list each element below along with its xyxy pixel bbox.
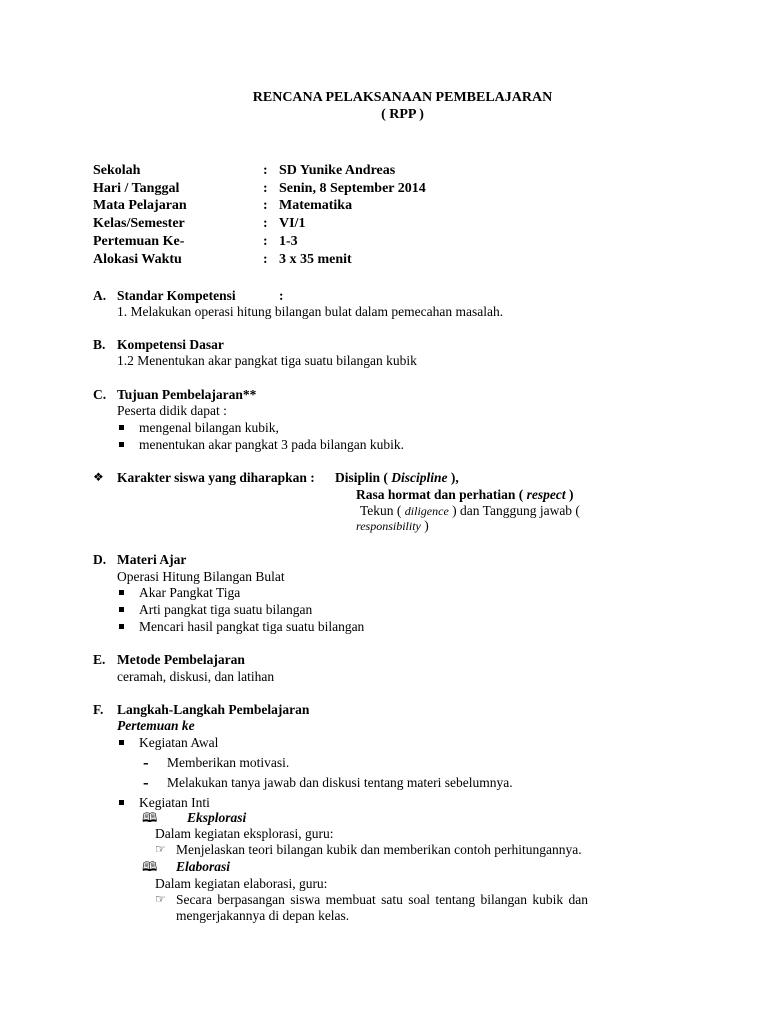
kegiatan-awal-label: Kegiatan Awal [139, 735, 219, 750]
info-colon: : [263, 198, 268, 213]
karakter-text: Rasa hormat dan perhatian ( [356, 487, 524, 502]
section-a-item: 1. Melakukan operasi hitung bilangan bulat dalam pemecahan masalah. [117, 304, 504, 319]
info-label: Alokasi Waktu [93, 252, 182, 267]
section-c-bullet: menentukan akar pangkat 3 pada bilangan kubik. [139, 437, 405, 452]
karakter-text: ) [424, 518, 429, 533]
karakter-text: Disiplin ( [335, 470, 388, 485]
section-a-letter: A. [93, 288, 107, 303]
section-c-title: Tujuan Pembelajaran** [117, 387, 257, 402]
section-f-subtitle: Pertemuan ke [117, 718, 195, 733]
info-label: Hari / Tanggal [93, 181, 180, 196]
book-icon: 🕮 [142, 810, 158, 825]
document-subtitle: ( RPP ) [381, 107, 424, 122]
elaborasi-title: Elaborasi [176, 859, 231, 874]
section-e-text: ceramah, diskusi, dan latihan [117, 669, 275, 684]
elaborasi-item-line1: Secara berpasangan siswa membuat satu soal tentang bilangan kubik dan [176, 892, 589, 907]
section-c-letter: C. [93, 387, 107, 402]
info-label: Pertemuan Ke- [93, 234, 185, 249]
section-e-letter: E. [93, 652, 106, 667]
section-b-letter: B. [93, 337, 106, 352]
info-value: 1-3 [279, 234, 298, 249]
info-label: Kelas/Semester [93, 216, 185, 231]
info-value: 3 x 35 menit [279, 252, 352, 267]
info-value: SD Yunike Andreas [279, 163, 396, 178]
eksplorasi-item: Menjelaskan teori bilangan kubik dan memberikan contoh perhitungannya. [176, 842, 582, 857]
info-value: Senin, 8 September 2014 [279, 181, 426, 196]
book-icon: 🕮 [142, 859, 158, 874]
info-colon: : [263, 216, 268, 231]
karakter-label: Karakter siswa yang diharapkan : [117, 470, 315, 485]
bullet-square [119, 425, 124, 430]
karakter-text-italic: Discipline [391, 470, 448, 485]
karakter-text: ), [450, 470, 459, 485]
karakter-text-italic: diligence [404, 504, 449, 518]
eksplorasi-intro: Dalam kegiatan eksplorasi, guru: [155, 826, 334, 841]
section-f-letter: F. [93, 702, 104, 717]
karakter-value-1 [335, 469, 459, 486]
info-colon: : [263, 234, 268, 249]
karakter-text: Tekun ( [360, 503, 402, 518]
diamond-bullet-icon: ❖ [93, 470, 104, 484]
info-colon: : [263, 252, 268, 267]
bullet-square [119, 607, 124, 612]
info-label: Sekolah [93, 163, 141, 178]
kegiatan-awal-item: Memberikan motivasi. [167, 755, 290, 770]
info-value: VI/1 [279, 216, 306, 231]
info-label: Mata Pelajaran [93, 198, 187, 213]
info-colon: : [263, 163, 268, 178]
pointing-hand-icon: ☞ [155, 892, 166, 906]
section-d-bullet: Arti pangkat tiga suatu bilangan [139, 602, 313, 617]
section-b-title: Kompetensi Dasar [117, 337, 224, 352]
bullet-square [119, 800, 124, 805]
section-c-bullet: mengenal bilangan kubik, [139, 420, 279, 435]
karakter-value-2 [356, 486, 574, 503]
section-c-intro: Peserta didik dapat : [117, 403, 227, 418]
kegiatan-awal-item: Melakukan tanya jawab dan diskusi tentang materi sebelumnya. [167, 775, 513, 790]
section-d-intro: Operasi Hitung Bilangan Bulat [117, 569, 285, 584]
document-title: RENCANA PELAKSANAAN PEMBELAJARAN [252, 90, 553, 105]
section-d-title: Materi Ajar [117, 552, 187, 567]
info-value: Matematika [279, 198, 353, 213]
bullet-square [119, 590, 124, 595]
kegiatan-inti-label: Kegiatan Inti [139, 795, 210, 810]
section-a-colon: : [279, 288, 284, 303]
section-e-title: Metode Pembelajaran [117, 652, 245, 667]
section-f-title: Langkah-Langkah Pembelajaran [117, 702, 310, 717]
karakter-text: ) [569, 487, 574, 502]
pointing-hand-icon: ☞ [155, 842, 166, 856]
bullet-square [119, 740, 124, 745]
bullet-square [119, 624, 124, 629]
section-d-bullet: Akar Pangkat Tiga [139, 585, 241, 600]
elaborasi-intro: Dalam kegiatan elaborasi, guru: [155, 876, 328, 891]
section-b-item: 1.2 Menentukan akar pangkat tiga suatu bilangan kubik [117, 353, 417, 368]
karakter-value-4 [356, 517, 429, 535]
dash-bullet: - [143, 753, 149, 772]
section-a-title: Standar Kompetensi [117, 288, 236, 303]
dash-bullet: - [143, 773, 149, 792]
eksplorasi-title: Eksplorasi [187, 810, 247, 825]
bullet-square [119, 442, 124, 447]
info-colon: : [263, 181, 268, 196]
karakter-text: ) dan Tanggung jawab ( [452, 503, 580, 518]
elaborasi-item-line2: mengerjakannya di depan kelas. [176, 908, 350, 923]
karakter-text-italic: responsibility [356, 519, 421, 533]
karakter-text-italic: respect [526, 487, 566, 502]
section-d-bullet: Mencari hasil pangkat tiga suatu bilangan [139, 619, 365, 634]
section-d-letter: D. [93, 552, 107, 567]
